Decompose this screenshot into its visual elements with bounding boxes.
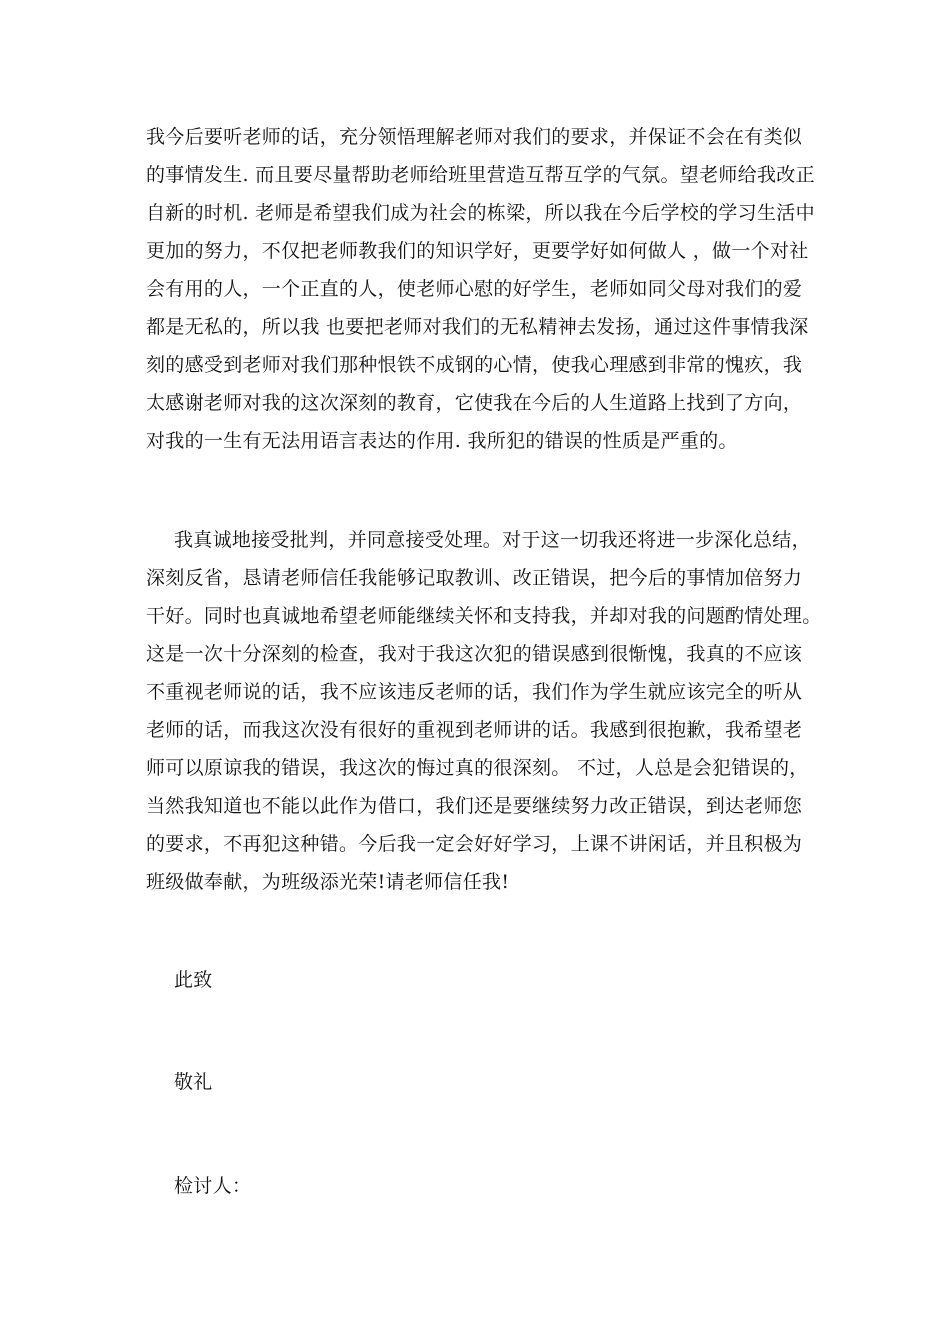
signature-label: 检讨人： xyxy=(174,1175,252,1197)
paragraph-2-line-1: 我真诚地接受批判，并同意接受处理。对于这一切我还将进一步深化总结， xyxy=(174,529,811,551)
paragraph-1-line-3: 自新的时机. 老师是希望我们成为社会的栋梁，所以我在今后学校的学习生活中 xyxy=(146,202,815,224)
paragraph-2-line-4: 这是一次十分深刻的检查，我对于我这次犯的错误感到很惭愧，我真的不应该 xyxy=(146,643,803,665)
paragraph-1-line-5: 会有用的人，一个正直的人，使老师心慰的好学生，老师如同父母对我们的爱 xyxy=(146,278,803,300)
paragraph-2-line-6: 老师的话，而我这次没有很好的重视到老师讲的话。我感到很抱歉，我希望老 xyxy=(146,719,803,741)
paragraph-1-line-1: 我今后要听老师的话，充分领悟理解老师对我们的要求，并保证不会在有类似 xyxy=(146,126,803,148)
paragraph-2-line-8: 当然我知道也不能以此作为借口，我们还是要继续努力改正错误，到达老师您 xyxy=(146,795,803,817)
paragraph-2-line-7: 师可以原谅我的错误，我这次的悔过真的很深刻。 不过，人总是会犯错误的， xyxy=(146,757,809,779)
paragraph-2-line-10: 班级做奉献，为班级添光荣!请老师信任我! xyxy=(146,871,510,893)
paragraph-1-line-2: 的事情发生. 而且要尽量帮助老师给班里营造互帮互学的气氛。望老师给我改正 xyxy=(146,164,815,186)
closing-salutation-1: 此致 xyxy=(174,969,213,991)
paragraph-2-line-3: 干好。同时也真诚地希望老师能继续关怀和支持我，并却对我的问题酌情处理。 xyxy=(146,605,822,627)
paragraph-1-line-7: 刻的感受到老师对我们那种恨铁不成钢的心情，使我心理感到非常的愧疚，我 xyxy=(146,354,803,376)
paragraph-2-line-2: 深刻反省，恳请老师信任我能够记取教训、改正错误，把今后的事情加倍努力 xyxy=(146,567,803,589)
paragraph-1-line-8: 太感谢老师对我的这次深刻的教育，它使我在今后的人生道路上找到了方向， xyxy=(146,392,803,414)
paragraph-2-line-9: 的要求，不再犯这种错。今后我一定会好好学习，上课不讲闲话，并且积极为 xyxy=(146,833,803,855)
paragraph-1-line-4: 更加的努力，不仅把老师教我们的知识学好，更要学好如何做人 ，做一个对社 xyxy=(146,240,809,262)
paragraph-1-line-6: 都是无私的，所以我 也要把老师对我们的无私精神去发扬，通过这件事情我深 xyxy=(146,316,809,338)
paragraph-2-line-5: 不重视老师说的话，我不应该违反老师的话，我们作为学生就应该完全的听从 xyxy=(146,681,803,703)
paragraph-1-line-9: 对我的一生有无法用语言表达的作用. 我所犯的错误的性质是严重的。 xyxy=(146,430,738,452)
closing-salutation-2: 敬礼 xyxy=(174,1071,213,1093)
